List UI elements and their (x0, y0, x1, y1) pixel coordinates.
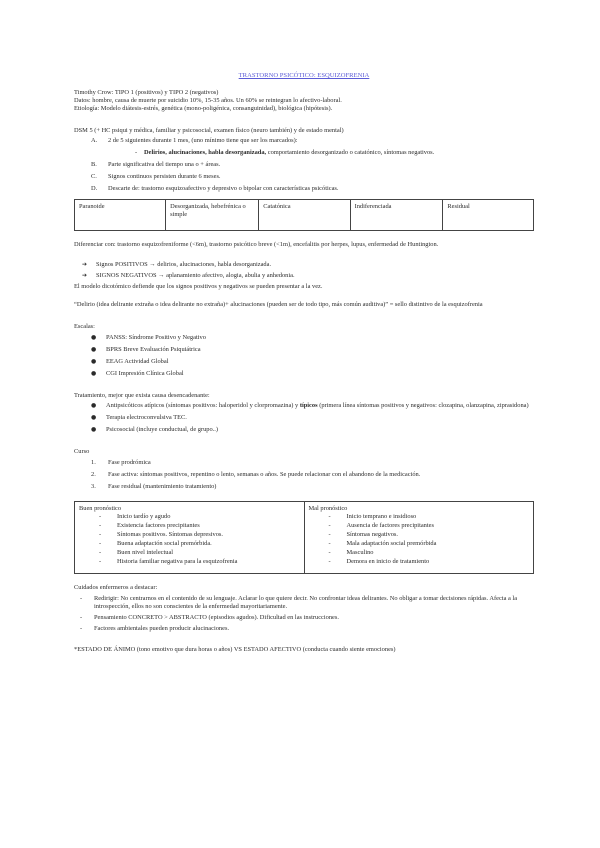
scale-item: ● PANSS: Síndrome Positivo y Negativo (91, 334, 206, 342)
differential-text: Diferenciar con: trastorno esquizofreniforme (<6m), trastorno psicótico breve (<1m), encefalitis por herpes, lupus, enfermedad de Huntington. (74, 241, 439, 249)
bad-prognosis-item: - Ausencia de factores precipitantes (328, 522, 434, 530)
scales-list (74, 334, 534, 378)
dsm-criterion: A. 2 de 5 siguientes durante 1 mes, (uno mínimo tiene que ser los marcados): (91, 137, 298, 145)
bad-prognosis-list (309, 513, 530, 566)
dsm-criterion: D. Descarte de: trastorno esquizoafectivo y depresivo o bipolar con características psicóticas. (91, 185, 339, 193)
good-prognosis-list (79, 513, 300, 566)
dsm-criterion: C. Signos continuos persisten durante 6 meses. (91, 173, 221, 181)
document-page (74, 72, 534, 654)
good-prognosis-item: - Síntomas positivos. Síntomas depresivos. (99, 531, 223, 539)
good-prognosis-item: - Existencia factores precipitantes (99, 522, 200, 530)
treatment-item: ● Antipsicóticos atípicos (síntomas positivos: haloperidol y clorpromazina) y típicos (primera línea síntomas positivos y negativos: clozapina, olanzapina, ziprasidona) (91, 402, 529, 410)
scale-item: ● EEAG Actividad Global (91, 358, 169, 366)
good-prognosis-cell (75, 502, 305, 574)
hallmark-quote: “Delirio (idea delirante extraña o idea delirante no extraña)+ alucinaciones (pueden ser de todo tipo, más común auditiva)” = sello distintivo de la esquizofrenia (74, 301, 483, 309)
care-list (74, 595, 534, 633)
course-heading: Curso (74, 448, 90, 456)
care-item: - Redirigir: No centrarnos en el contenido de su lenguaje. Aclarar lo que quiere decir. No confrontar ideas delirantes. No obligar a tomar decisiones rápidas. Afecta a la introspección, ellos no son conscientes de la enfermedad mayoritariamente. (80, 595, 518, 611)
good-prognosis-item: - Historia familiar negativa para la esquizofrenia (99, 558, 238, 566)
good-prognosis-item: - Buena adaptación social premórbida. (99, 540, 212, 548)
course-item: 2. Fase activa: síntomas positivos, repentino o lento, semanas o años. Se puede relacionar con el abandono de la medicación. (91, 471, 421, 479)
subtype-cell: Catatónica (259, 200, 350, 231)
signs-note: El modelo dicotómico defiende que los signos positivos y negativos se pueden presentar a la vez. (74, 283, 323, 291)
good-prognosis-item: - Inicio tardío y agudo (99, 513, 171, 521)
course-item: 3. Fase residual (mantenimiento tratamiento) (91, 483, 217, 491)
bad-prognosis-title: Mal pronóstico (308, 505, 348, 513)
footer-note: *ESTADO DE ÁNIMO (tono emotivo que dura horas o años) VS ESTADO AFECTIVO (conducta cuando siente emociones) (74, 646, 396, 654)
care-item: - Pensamiento CONCRETO > ABSTRACTO (episodios agudos). Dificultad en las instrucciones. (80, 614, 339, 622)
subtype-cell: Residual (443, 200, 534, 231)
course-item: 1. Fase prodrómica (91, 459, 151, 467)
subtype-cell: Indiferenciada (350, 200, 443, 231)
dsm-criterion-sub: - Delirios, alucinaciones, habla desorganizada, comportamiento desorganizado o catatónico, síntomas negativos. (135, 149, 435, 157)
good-prognosis-item: - Buen nivel intelectual (99, 549, 174, 557)
treatment-heading: Tratamiento, mejor que exista causa desencadenante: (74, 392, 210, 400)
course-list (74, 459, 534, 491)
subtype-cell: Desorganizada, hebefrénica o simple (166, 200, 259, 231)
bad-prognosis-cell (304, 502, 534, 574)
bad-prognosis-item: - Inicio temprano e insidioso (328, 513, 417, 521)
subtypes-table (74, 199, 534, 231)
scale-item: ● CGI Impresión Clínica Global (91, 370, 184, 378)
dsm-heading: DSM 5 (+ HC psiqui y médica, familiar y psicosocial, examen físico (neuro también) y de estado mental) (74, 127, 344, 135)
signs-list (74, 261, 534, 280)
intro-line-data: Datos: hombre, causa de muerte por suicidio 10%, 15-35 años. Un 60% se reintegran lo afectivo-laboral. (74, 97, 342, 105)
care-item: - Factores ambientales pueden producir alucinaciones. (80, 625, 230, 633)
scale-item: ● BPRS Breve Evaluación Psiquiátrica (91, 346, 201, 354)
signs-item: ➔ SIGNOS NEGATIVOS → aplanamiento afectivo, alogia, abulia y anhedonia. (82, 272, 295, 280)
intro-line-crow: Timothy Crow: TIPO 1 (positivos) y TIPO 2 (negativos) (74, 89, 219, 97)
bad-prognosis-item: - Demora en inicio de tratamiento (328, 558, 430, 566)
subtype-cell: Paranoide (75, 200, 166, 231)
treatment-item: ● Terapia electroconvulsiva TEC. (91, 414, 187, 422)
treatment-item: ● Psicosocial (incluye conductual, de grupo..) (91, 426, 218, 434)
prognosis-table (74, 501, 534, 574)
intro-line-etiology: Etiología: Modelo diátesis-estrés, genética (mono-poligénica, consanguinidad), biológica (hipótesis). (74, 105, 333, 113)
signs-item: ➔ Signos POSITIVOS → delirios, alucinaciones, habla desorganizada. (82, 261, 272, 269)
care-heading: Cuidados enfermeros a destacar: (74, 584, 158, 592)
dsm-criteria-list (74, 137, 534, 193)
scales-heading: Escalas: (74, 323, 95, 331)
dsm-criterion: B. Parte significativa del tiempo una o + áreas. (91, 161, 221, 169)
page-title: TRASTORNO PSICÓTICO: ESQUIZOFRENIA (238, 72, 370, 79)
bad-prognosis-item: - Mala adaptación social premórbida (328, 540, 437, 548)
bad-prognosis-item: - Síntomas negativos. (328, 531, 398, 539)
good-prognosis-title: Buen pronóstico (79, 505, 122, 513)
treatment-list (74, 402, 534, 434)
bad-prognosis-item: - Masculino (328, 549, 374, 557)
